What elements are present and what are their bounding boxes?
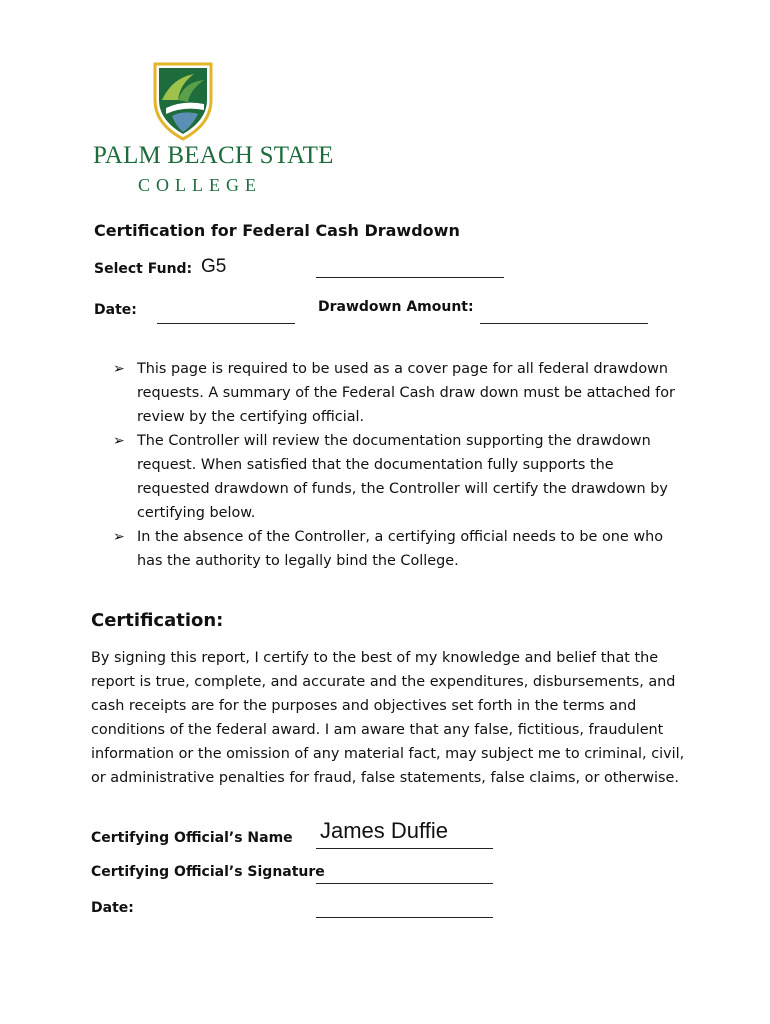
official-signature-label: Certifying Official’s Signature	[91, 864, 325, 880]
certification-line: cash receipts are for the purposes and objectives set forth in the terms and	[91, 698, 637, 714]
official-name-value[interactable]: James Duffie	[320, 818, 448, 843]
instruction-line: has the authority to legally bind the College.	[137, 553, 459, 569]
official-name-line	[316, 848, 493, 849]
signoff-date-label: Date:	[91, 900, 134, 916]
fund-value[interactable]: G5	[201, 256, 227, 277]
instruction-item	[113, 357, 713, 429]
instruction-item	[113, 429, 713, 525]
instruction-line: In the absence of the Controller, a certifying official needs to be one who	[137, 529, 664, 545]
certification-line: or administrative penalties for fraud, false statements, false claims, or otherwise.	[91, 770, 679, 786]
date-field[interactable]	[157, 323, 295, 324]
certification-line: information or the omission of any material fact, may subject me to criminal, civil,	[91, 746, 685, 762]
arrow-bullet-icon: ➢	[113, 433, 125, 449]
fund-label: Select Fund:	[94, 261, 193, 277]
signoff-date-field[interactable]	[316, 917, 493, 918]
instruction-line: certifying below.	[137, 505, 256, 521]
form-title: Certification for Federal Cash Drawdown	[94, 221, 460, 240]
drawdown-amount-field[interactable]	[480, 323, 648, 324]
certification-line: report is true, complete, and accurate and the expenditures, disbursements, and	[91, 674, 676, 690]
instruction-line: requests. A summary of the Federal Cash draw down must be attached for	[137, 385, 675, 401]
arrow-bullet-icon: ➢	[113, 361, 125, 377]
instruction-line: The Controller will review the documentation supporting the drawdown	[137, 433, 651, 449]
logo-wordmark-line2: COLLEGE	[138, 175, 262, 195]
instruction-list	[113, 357, 713, 573]
instruction-item	[113, 525, 713, 573]
instruction-line: review by the certifying official.	[137, 409, 365, 425]
certification-heading: Certification:	[91, 610, 224, 631]
certification-line: conditions of the federal award. I am aware that any false, fictitious, fraudulent	[91, 722, 664, 738]
certification-line: By signing this report, I certify to the best of my knowledge and belief that the	[91, 650, 659, 666]
drawdown-amount-label: Drawdown Amount:	[318, 299, 474, 315]
arrow-bullet-icon: ➢	[113, 529, 125, 545]
college-logo-emblem	[150, 60, 216, 142]
instruction-line: request. When satisfied that the documentation fully supports the	[137, 457, 614, 473]
instruction-line: This page is required to be used as a cover page for all federal drawdown	[137, 361, 669, 377]
fund-line	[316, 277, 504, 278]
date-label: Date:	[94, 302, 137, 318]
certification-statement	[91, 646, 701, 790]
official-name-label: Certifying Official’s Name	[91, 830, 293, 846]
official-signature-field[interactable]	[316, 883, 493, 884]
logo-wordmark-line1: PALM BEACH STATE	[93, 142, 334, 169]
instruction-line: requested drawdown of funds, the Controller will certify the drawdown by	[137, 481, 668, 497]
